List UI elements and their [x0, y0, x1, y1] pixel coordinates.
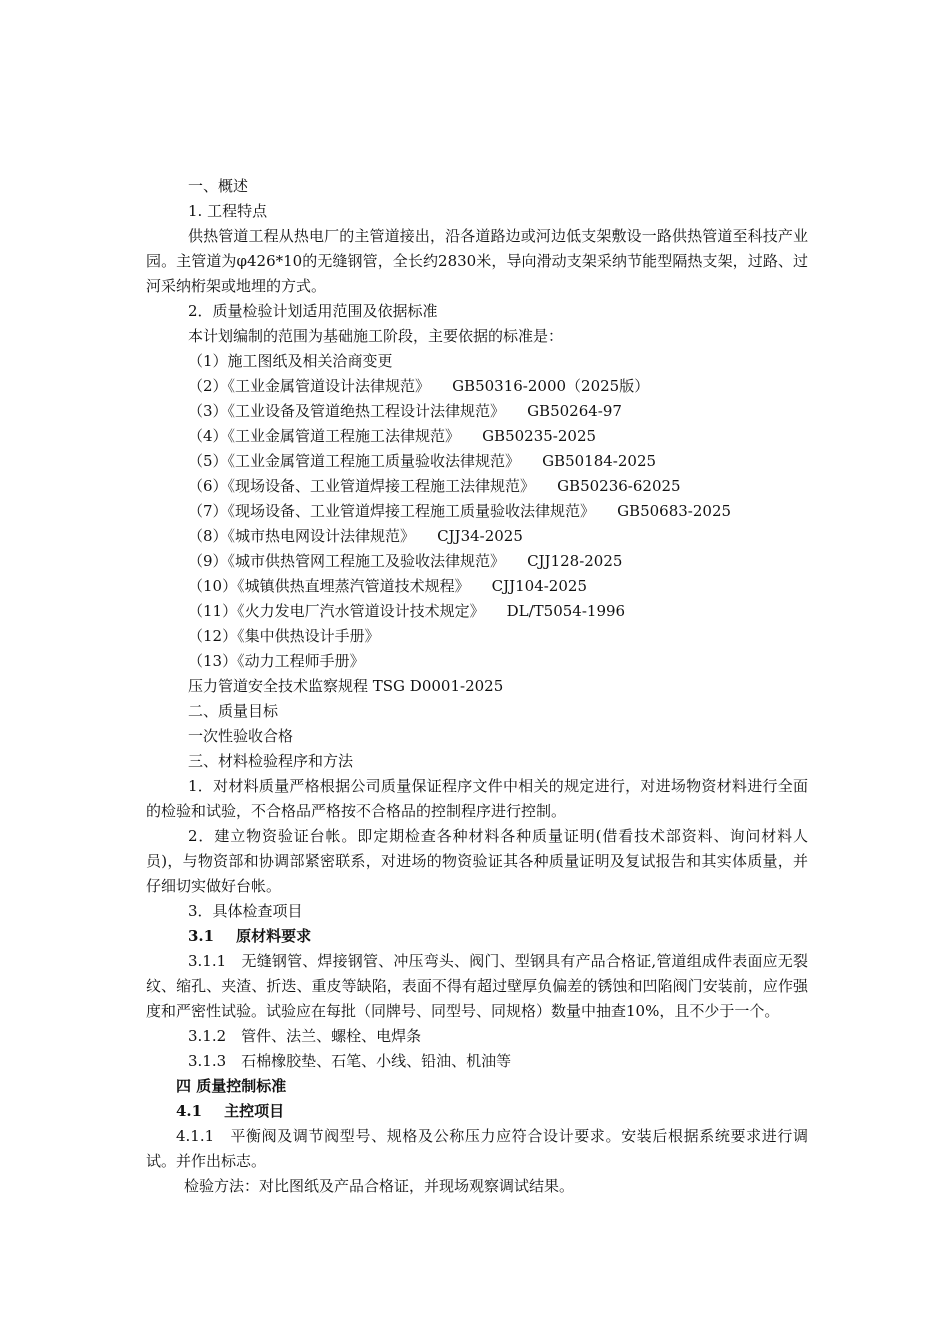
inspection-method-text: 检验方法：对比图纸及产品合格证，并现场观察调试结果。: [184, 1177, 575, 1195]
standard-item: [146, 549, 808, 574]
standard-item: [146, 649, 808, 674]
standard-code: GB50683-2025: [617, 502, 732, 520]
subsection-3-1-heading: [146, 924, 808, 949]
section-3-heading: 三、材料检验程序和方法: [188, 752, 354, 770]
standard-code: CJJ128-2025: [527, 552, 623, 570]
standard-name: 《城市供热管网工程施工及验收法律规范》: [227, 552, 506, 570]
standard-item: [146, 499, 808, 524]
standard-name: 《工业金属管道工程施工质量验收法律规范》: [227, 452, 521, 470]
standard-number: （11）: [188, 602, 238, 620]
material-inspection-paragraph-2: [146, 824, 808, 899]
standard-number: （3）: [188, 402, 228, 420]
standard-item: [146, 424, 808, 449]
standard-number: （6）: [188, 477, 228, 495]
item-4-1-1-paragraph: [146, 1124, 808, 1174]
paragraph-text: 2．建立物资验证台帐。即定期检查各种材料各种质量证明(借看技术部资料、询问材料人员)，与物资部和协调部紧密联系，对进场的物资验证其各种质量证明及复试报告和其实体质量，并仔细切实做好台帐。: [146, 827, 808, 895]
heading-title: 原材料要求: [236, 927, 312, 945]
item-3-1-1-paragraph: [146, 949, 808, 1024]
standard-item: [146, 374, 808, 399]
standard-code: GB50316-2000（2025版）: [452, 377, 650, 395]
standards-list: [146, 349, 808, 674]
standard-item: [146, 449, 808, 474]
standard-name: 《工业设备及管道绝热工程设计法律规范》: [227, 402, 506, 420]
standard-name: 《火力发电厂汽水管道设计技术规定》: [237, 602, 485, 620]
item-3-1-3: 3.1.3 石棉橡胶垫、石笔、小线、铅油、机油等: [188, 1052, 512, 1070]
subsection-3-3-heading: 3．具体检查项目: [188, 902, 303, 920]
standard-number: （2）: [188, 377, 228, 395]
standard-number: （1）: [188, 352, 228, 370]
standard-item: [146, 474, 808, 499]
subsection-4-1-heading: [146, 1099, 808, 1124]
standard-item: [146, 624, 808, 649]
standard-number: （4）: [188, 427, 228, 445]
standards-intro: 本计划编制的范围为基础施工阶段，主要依据的标准是：: [188, 327, 564, 345]
paragraph-text: 4.1.1 平衡阀及调节阀型号、规格及公称压力应符合设计要求。安装后根据系统要求进行调试。并作出标志。: [146, 1127, 808, 1170]
standard-number: （9）: [188, 552, 228, 570]
standard-code: CJJ34-2025: [437, 527, 523, 545]
standard-item: [146, 524, 808, 549]
section-2-heading: 二、质量目标: [188, 702, 279, 720]
pressure-regulation-line: 压力管道安全技术监察规程 TSG D0001-2025: [188, 677, 504, 695]
quality-goal-text: 一次性验收合格: [188, 727, 294, 745]
subsection-1-2-heading: 2．质量检验计划适用范围及依据标准: [188, 302, 438, 320]
standard-number: （7）: [188, 502, 228, 520]
standard-name: 《现场设备、工业管道焊接工程施工质量验收法律规范》: [227, 502, 596, 520]
material-inspection-paragraph-1: [146, 774, 808, 824]
item-3-1-2: 3.1.2 管件、法兰、螺栓、电焊条: [188, 1027, 422, 1045]
standard-item: [146, 599, 808, 624]
project-features-paragraph: [146, 224, 808, 299]
standard-number: （8）: [188, 527, 228, 545]
standard-code: GB50184-2025: [542, 452, 657, 470]
section-4-heading: 四 质量控制标准: [176, 1077, 287, 1095]
standard-code: GB50264-97: [527, 402, 622, 420]
standard-name: 《城镇供热直埋蒸汽管道技术规程》: [237, 577, 470, 595]
standard-name: 《工业金属管道设计法律规范》: [227, 377, 431, 395]
standard-name: 《集中供热设计手册》: [237, 627, 380, 645]
paragraph-text: 3.1.1 无缝钢管、焊接钢管、冲压弯头、阀门、型钢具有产品合格证,管道组成件表面应无裂纹、缩孔、夹渣、折迭、重皮等缺陷，表面不得有超过壁厚负偏差的锈蚀和凹陷阀门安装前，应作强度和严密性试验。试验应在每批（同牌号、同型号、同规格）数量中抽查10%，且不少于一个。: [146, 952, 808, 1020]
standard-code: GB50236-62025: [557, 477, 681, 495]
project-features-text: 供热管道工程从热电厂的主管道接出，沿各道路边或河边低支架敷设一路供热管道至科技产业园。主管道为φ426*10的无缝钢管，全长约2830米，导向滑动支架采纳节能型隔热支架，过路、过河采纳桁架或地埋的方式。: [146, 227, 808, 295]
standard-code: GB50235-2025: [482, 427, 597, 445]
standard-number: （13）: [188, 652, 238, 670]
standard-name: 《城市热电网设计法律规范》: [227, 527, 416, 545]
standard-name: 施工图纸及相关洽商变更: [227, 352, 393, 370]
standard-number: （5）: [188, 452, 228, 470]
heading-number: 4.1: [176, 1102, 203, 1120]
standard-name: 《工业金属管道工程施工法律规范》: [227, 427, 461, 445]
standard-number: （12）: [188, 627, 238, 645]
heading-title: 主控项目: [224, 1102, 285, 1120]
standard-number: （10）: [188, 577, 238, 595]
section-1-heading: 一、概述: [188, 177, 249, 195]
subsection-1-1-heading: 1. 工程特点: [188, 202, 268, 220]
standard-code: DL/T5054-1996: [506, 602, 626, 620]
heading-number: 3.1: [188, 927, 215, 945]
paragraph-text: 1．对材料质量严格根据公司质量保证程序文件中相关的规定进行，对进场物资材料进行全面的检验和试验，不合格品严格按不合格品的控制程序进行控制。: [146, 777, 808, 820]
standard-name: 《现场设备、工业管道焊接工程施工法律规范》: [227, 477, 536, 495]
standard-item: [146, 349, 808, 374]
standard-name: 《动力工程师手册》: [237, 652, 365, 670]
standard-code: CJJ104-2025: [491, 577, 587, 595]
standard-item: [146, 574, 808, 599]
standard-item: [146, 399, 808, 424]
document-body: [146, 174, 808, 1199]
